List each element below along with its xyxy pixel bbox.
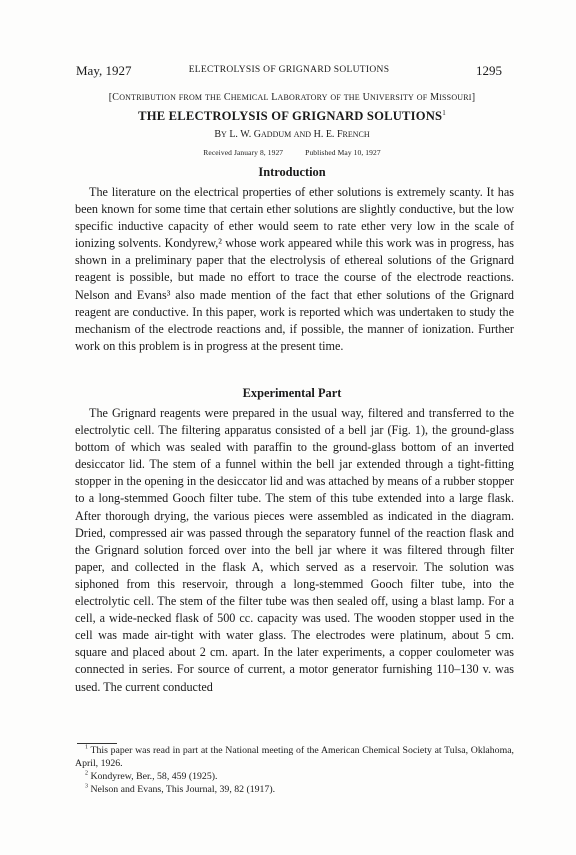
experimental-paragraph: The Grignard reagents were prepared in the usual way, filtered and transferred to the electrolytic cell. The filtering apparatus consisted of a bell jar (Fig. 1), the ground-glass bottom of which was sealed with paraffin to the ground-glass bottom of an inverted desiccator lid. The stem of a funnel within the bell jar extended through a tight-fitting stopper in the opening in the desiccator lid and was attached by means of a rubber stopper to a long-stemmed Gooch filter tube. The stem of this tube extended into a large flask. After thorough drying, the various pieces were assembled as indicated in the diagram. Dried, compressed air was passed through the separatory funnel of the reaction flask and the Grignard solution forced over into the bell jar where it was filtered through filter paper, and collected in the flask A, which served as a reservoir. The solution was siphoned from this reservoir, through a long-stemmed Gooch filter tube, into the electrolytic cell. The stem of the filter tube was then sealed off, using a blast lamp. For a cell, a wide-necked flask of 500 cc. capacity was used. The wooden stopper used in the cell was made air-tight with water glass. The electrodes were platinum, about 5 cm. square and placed about 2 cm. apart. In the later experiments, a copper coulometer was connected in series. For source of current, a motor generator furnishing 110–130 v. was used. The current conducted xyxy=(75,406,514,694)
footnotes xyxy=(75,744,514,796)
contribution-line xyxy=(62,92,522,103)
running-head-title: ELECTROLYSIS OF GRIGNARD SOLUTIONS xyxy=(188,65,390,75)
authors-line xyxy=(62,129,522,140)
authors-text: BY L. W. GADDUM AND H. E. FRENCH xyxy=(214,129,370,140)
footnote-mark: 3 xyxy=(85,783,88,790)
running-head xyxy=(76,63,502,81)
page-number: 1295 xyxy=(476,63,502,78)
experimental-heading: Experimental Part xyxy=(242,386,342,400)
footnote-mark: 1 xyxy=(85,744,88,751)
running-head-date: May, 1927 xyxy=(76,63,132,78)
footnote xyxy=(75,783,514,796)
introduction-paragraph: The literature on the electrical properties of ether solutions is extremely scanty. It has been known for some time that certain ether solutions are slightly conductive, but the low specific inductive capacity of ether would seem to rate ether very low in the scale of ionizing solvents. Kondyrew,² whose work appeared while this work was in progress, has shown in a preliminary paper that the electrolysis of ethereal solutions of the Grignard reagent is possible, but made no effort to trace the course of the electrode reactions. Nelson and Evans³ also made mention of the fact that ether solutions of the Grignard reagent are conductive. In this paper, work is reported which was undertaken to study the mechanism of the electrode reactions and, if possible, the manner of ionization. Further work on this problem is in progress at the present time. xyxy=(75,185,514,353)
article-title xyxy=(62,109,522,124)
title-footnote-mark: 1 xyxy=(442,108,446,117)
footnote-text: Kondyrew, Ber., 58, 459 (1925). xyxy=(90,771,218,782)
contribution-text: [CONTRIBUTION FROM THE CHEMICAL LABORATORY OF THE UNIVERSITY OF MISSOURI] xyxy=(108,92,476,103)
published-date: Published May 10, 1927 xyxy=(305,148,381,157)
received-date: Received January 8, 1927 xyxy=(203,148,284,157)
footnote-mark: 2 xyxy=(85,770,88,777)
footnote xyxy=(75,744,514,770)
article-title-text: THE ELECTROLYSIS OF GRIGNARD SOLUTIONS xyxy=(138,109,443,123)
footnote-text: This paper was read in part at the National meeting of the American Chemical Society at Tulsa, Oklahoma, April, 1926. xyxy=(75,745,514,769)
footnote-text: Nelson and Evans, This Journal, 39, 82 (1917). xyxy=(90,784,276,795)
introduction-heading: Introduction xyxy=(258,165,326,179)
footnote xyxy=(75,770,514,783)
dates-line xyxy=(62,148,522,157)
